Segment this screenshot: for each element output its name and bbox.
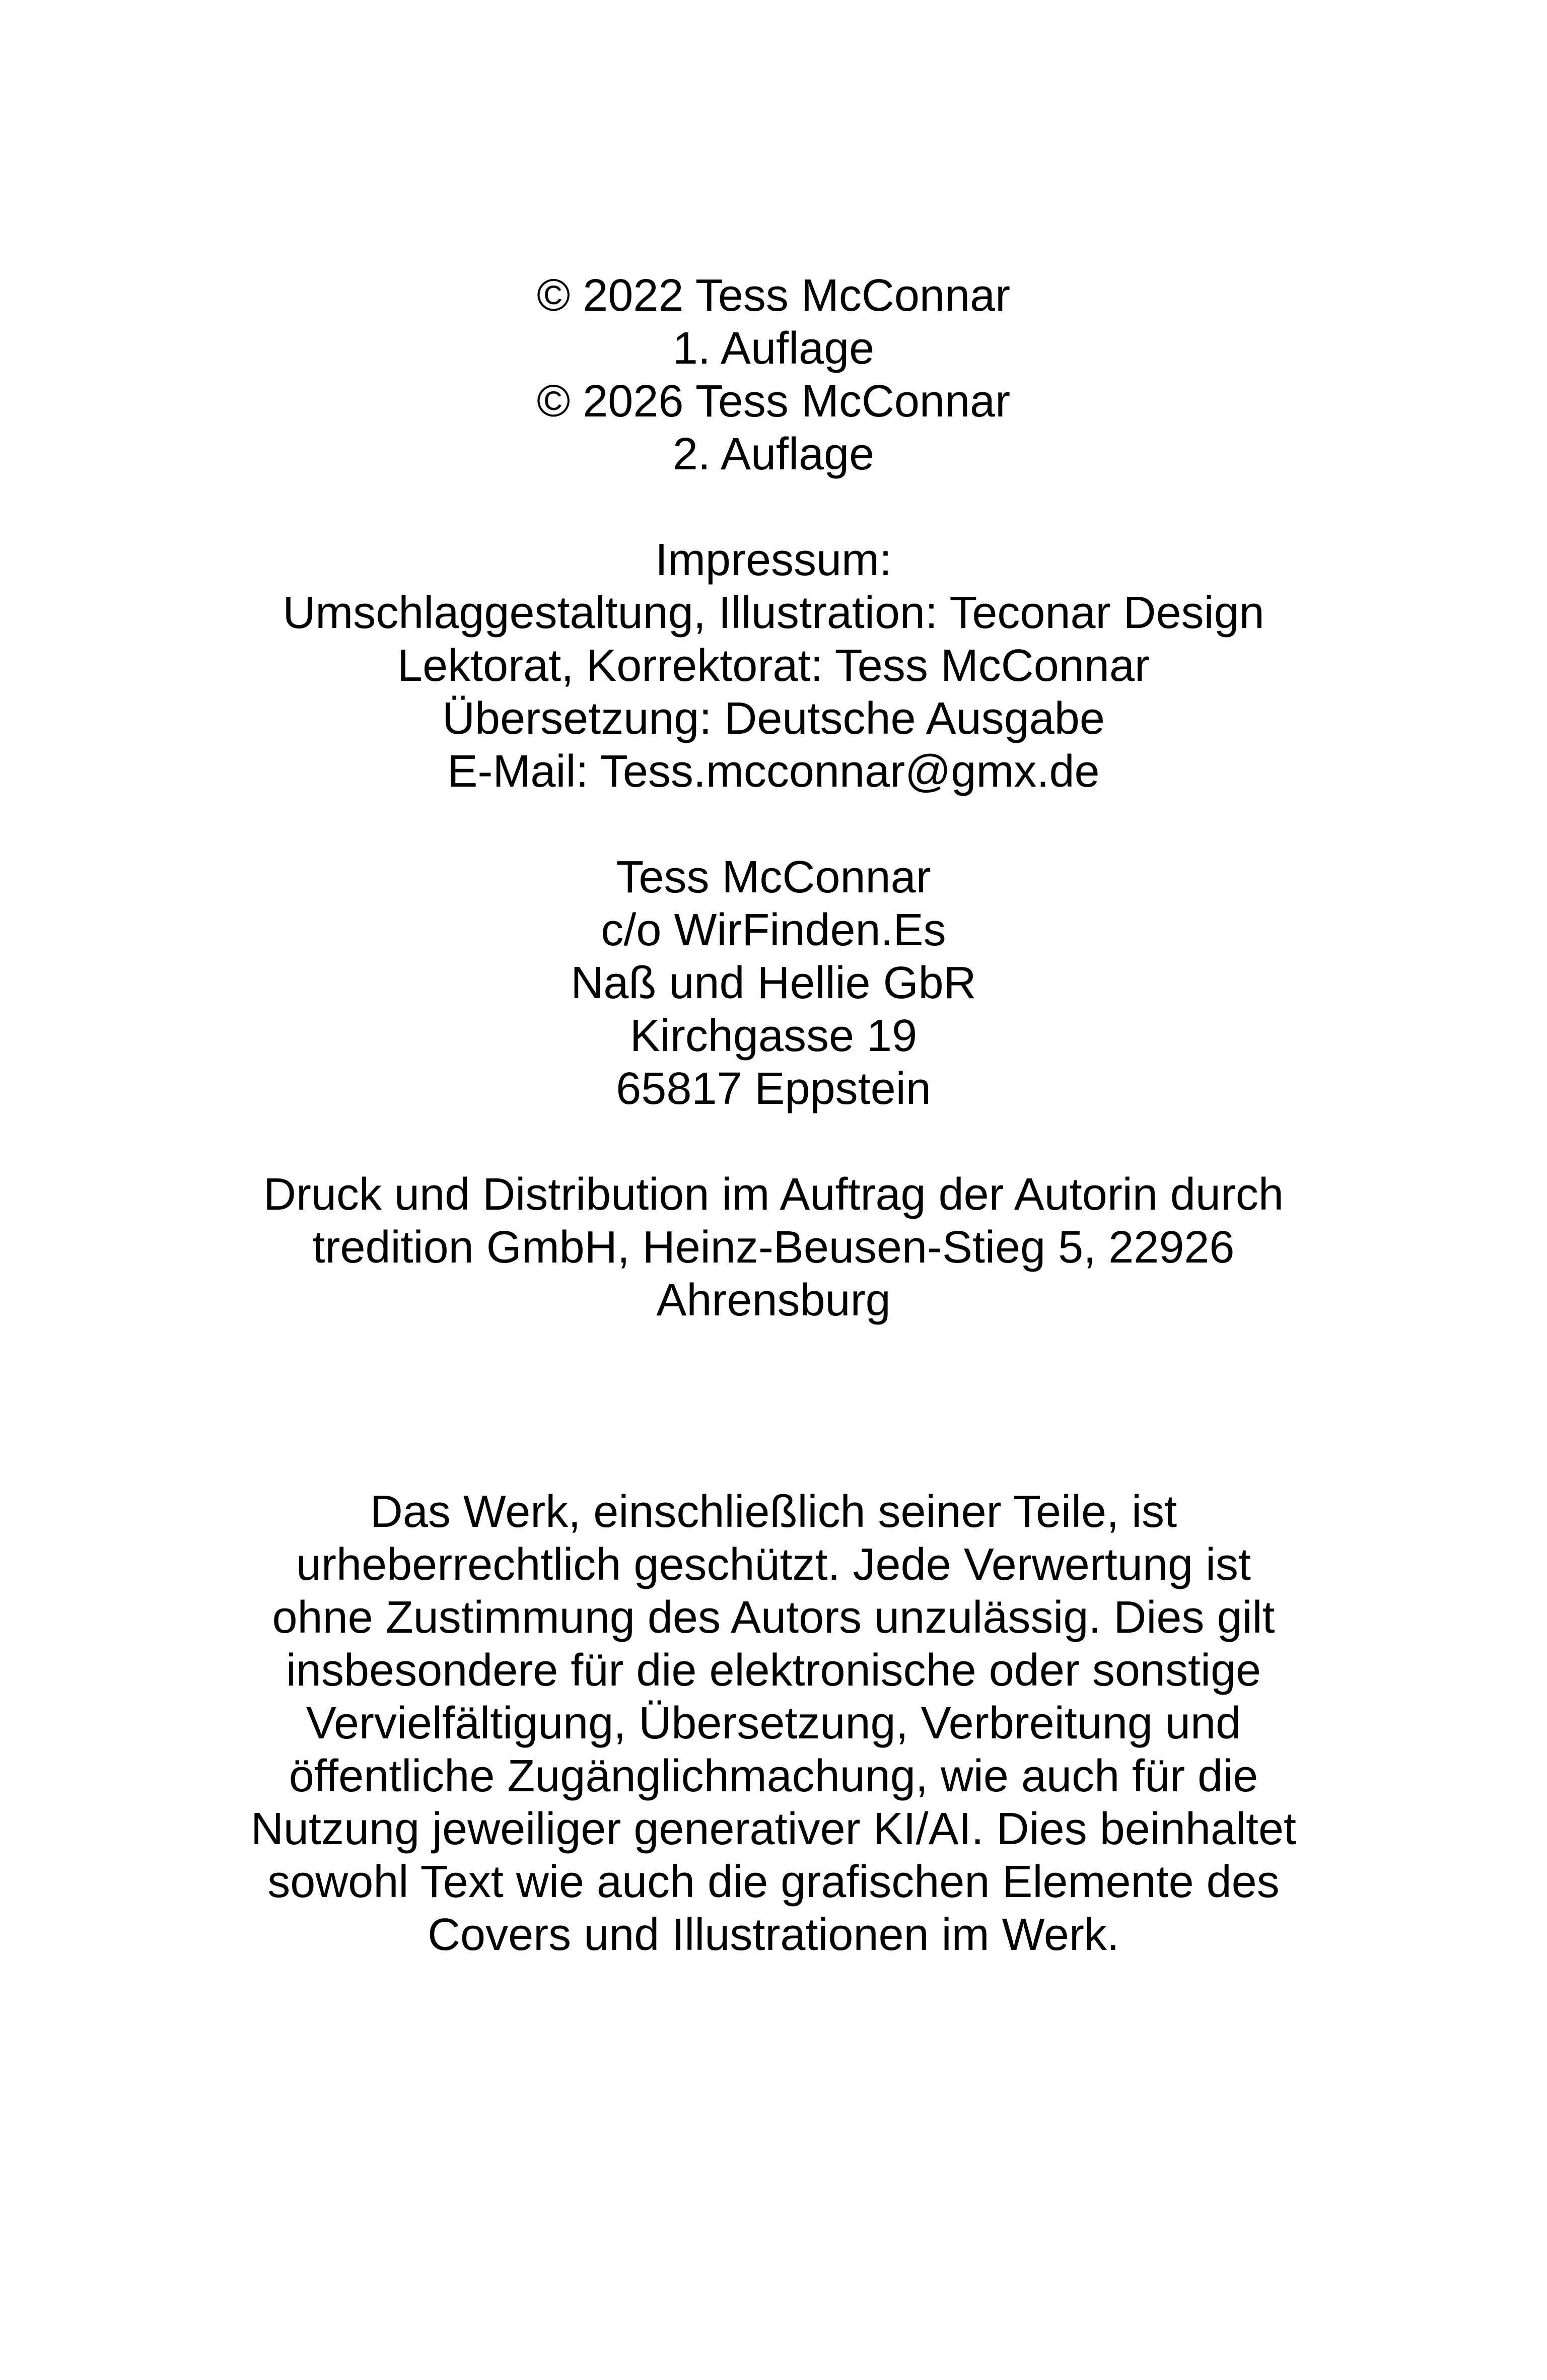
- rights-line: sowohl Text wie auch die grafischen Elemente des: [267, 1857, 1280, 1907]
- rights-line: Das Werk, einschließlich seiner Teile, ist: [370, 1487, 1177, 1537]
- copyright-block: [0, 269, 1547, 481]
- address-street: Kirchgasse 19: [629, 1011, 918, 1061]
- address-company: Naß und Hellie GbR: [571, 958, 976, 1008]
- rights-line: Nutzung jeweiliger generativer KI/AI. Dies beinhaltet: [250, 1804, 1297, 1854]
- rights-line: insbesondere für die elektronische oder sonstige: [286, 1645, 1261, 1696]
- cover-design-credit: Umschlaggestaltung, Illustration: Teconar Design: [283, 588, 1264, 638]
- rights-line: ohne Zustimmung des Autors unzulässig. Dies gilt: [272, 1592, 1275, 1643]
- copyright-line-2022: © 2022 Tess McConnar: [536, 270, 1011, 321]
- edition-line-2: 2. Auflage: [672, 429, 875, 479]
- impressum-block: [0, 534, 1547, 798]
- email-line: E-Mail: Tess.mcconnar@gmx.de: [447, 746, 1100, 797]
- rights-line: Covers und Illustrationen im Werk.: [428, 1910, 1119, 1960]
- address-care-of: c/o WirFinden.Es: [601, 905, 946, 955]
- print-line: Druck und Distribution im Auftrag der Autorin durch: [263, 1169, 1284, 1220]
- rights-line: öffentliche Zugänglichmachung, wie auch für die: [289, 1751, 1258, 1801]
- print-distribution-block: [0, 1168, 1547, 1327]
- print-line: tredition GmbH, Heinz-Beusen-Stieg 5, 22926: [312, 1222, 1235, 1273]
- address-city: 65817 Eppstein: [616, 1064, 931, 1114]
- rights-notice-block: [0, 1486, 1547, 1962]
- print-line: Ahrensburg: [656, 1275, 891, 1325]
- address-name: Tess McConnar: [616, 852, 931, 902]
- impressum-heading: Impressum:: [655, 535, 892, 585]
- rights-line: urheberrechtlich geschützt. Jede Verwertung ist: [296, 1539, 1251, 1590]
- editing-credit: Lektorat, Korrektorat: Tess McConnar: [397, 641, 1150, 691]
- address-block: [0, 851, 1547, 1115]
- rights-line: Vervielfältigung, Übersetzung, Verbreitung und: [306, 1698, 1241, 1748]
- edition-line-1: 1. Auflage: [672, 323, 875, 374]
- translation-credit: Übersetzung: Deutsche Ausgabe: [442, 693, 1105, 744]
- copyright-line-2026: © 2026 Tess McConnar: [536, 376, 1011, 427]
